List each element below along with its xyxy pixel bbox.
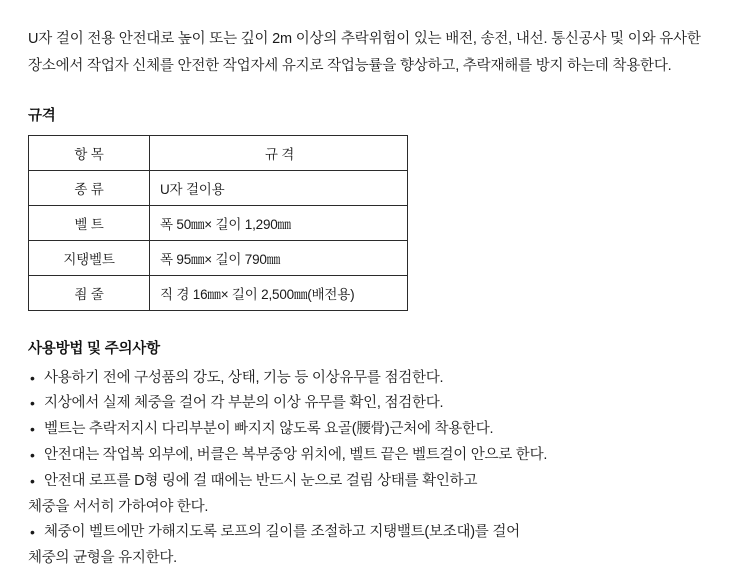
table-header-cell-spec: 규 격 bbox=[150, 135, 408, 170]
list-item: • 안전대는 작업복 외부에, 버클은 복부중앙 위치에, 벨트 끝은 벨트걸이 안으로 한다. bbox=[28, 443, 713, 469]
list-item: • 체중이 벨트에만 가해지도록 로프의 길이를 조절하고 지탱밸트(보조대)를 걸어 bbox=[28, 520, 713, 546]
table-header-cell-item: 항 목 bbox=[29, 135, 150, 170]
spec-table bbox=[28, 135, 408, 311]
list-item: • 사용하기 전에 구성품의 강도, 상태, 기능 등 이상유무를 점검한다. bbox=[28, 366, 713, 392]
table-cell-value: 직 경 16㎜× 길이 2,500㎜(배전용) bbox=[150, 275, 408, 310]
list-item-continuation: 체중을 서서히 가하여야 한다. bbox=[28, 498, 209, 515]
table-cell-value: 폭 95㎜× 길이 790㎜ bbox=[150, 240, 408, 275]
table-cell-value: 폭 50㎜× 길이 1,290㎜ bbox=[150, 205, 408, 240]
usage-list bbox=[28, 366, 713, 572]
table-header-row bbox=[29, 135, 408, 170]
table-row bbox=[29, 240, 408, 275]
list-item-continuation: 체중의 균형을 유지한다. bbox=[28, 550, 177, 567]
table-cell-label: 종 류 bbox=[29, 170, 150, 205]
intro-paragraph: U자 걸이 전용 안전대로 높이 또는 깊이 2m 이상의 추락위험이 있는 배전, 송전, 내선. 통신공사 및 이와 유사한 장소에서 작업자 신체를 안전한 작업자세 유지로 작업능률을 향상하고, 추락재해를 방지 하는데 착용한다. bbox=[28, 31, 701, 74]
table-row bbox=[29, 170, 408, 205]
spec-section-title: 규격 bbox=[28, 107, 56, 124]
table-row bbox=[29, 275, 408, 310]
usage-section-title: 사용방법 및 주의사항 bbox=[28, 340, 160, 357]
list-item: • 지상에서 실제 체중을 걸어 각 부분의 이상 유무를 확인, 점검한다. bbox=[28, 391, 713, 417]
list-item: • 벨트는 추락저지시 다리부분이 빠지지 않도록 요골(腰骨)근처에 착용한다. bbox=[28, 417, 713, 443]
table-cell-label: 지탱벨트 bbox=[29, 240, 150, 275]
table-cell-label: 죔 줄 bbox=[29, 275, 150, 310]
table-cell-value: U자 걸이용 bbox=[150, 170, 408, 205]
table-row bbox=[29, 205, 408, 240]
table-cell-label: 벨 트 bbox=[29, 205, 150, 240]
intro-section bbox=[28, 26, 713, 80]
list-item: • 안전대 로프를 D형 링에 걸 때에는 반드시 눈으로 걸림 상태를 확인하고 bbox=[28, 469, 713, 495]
